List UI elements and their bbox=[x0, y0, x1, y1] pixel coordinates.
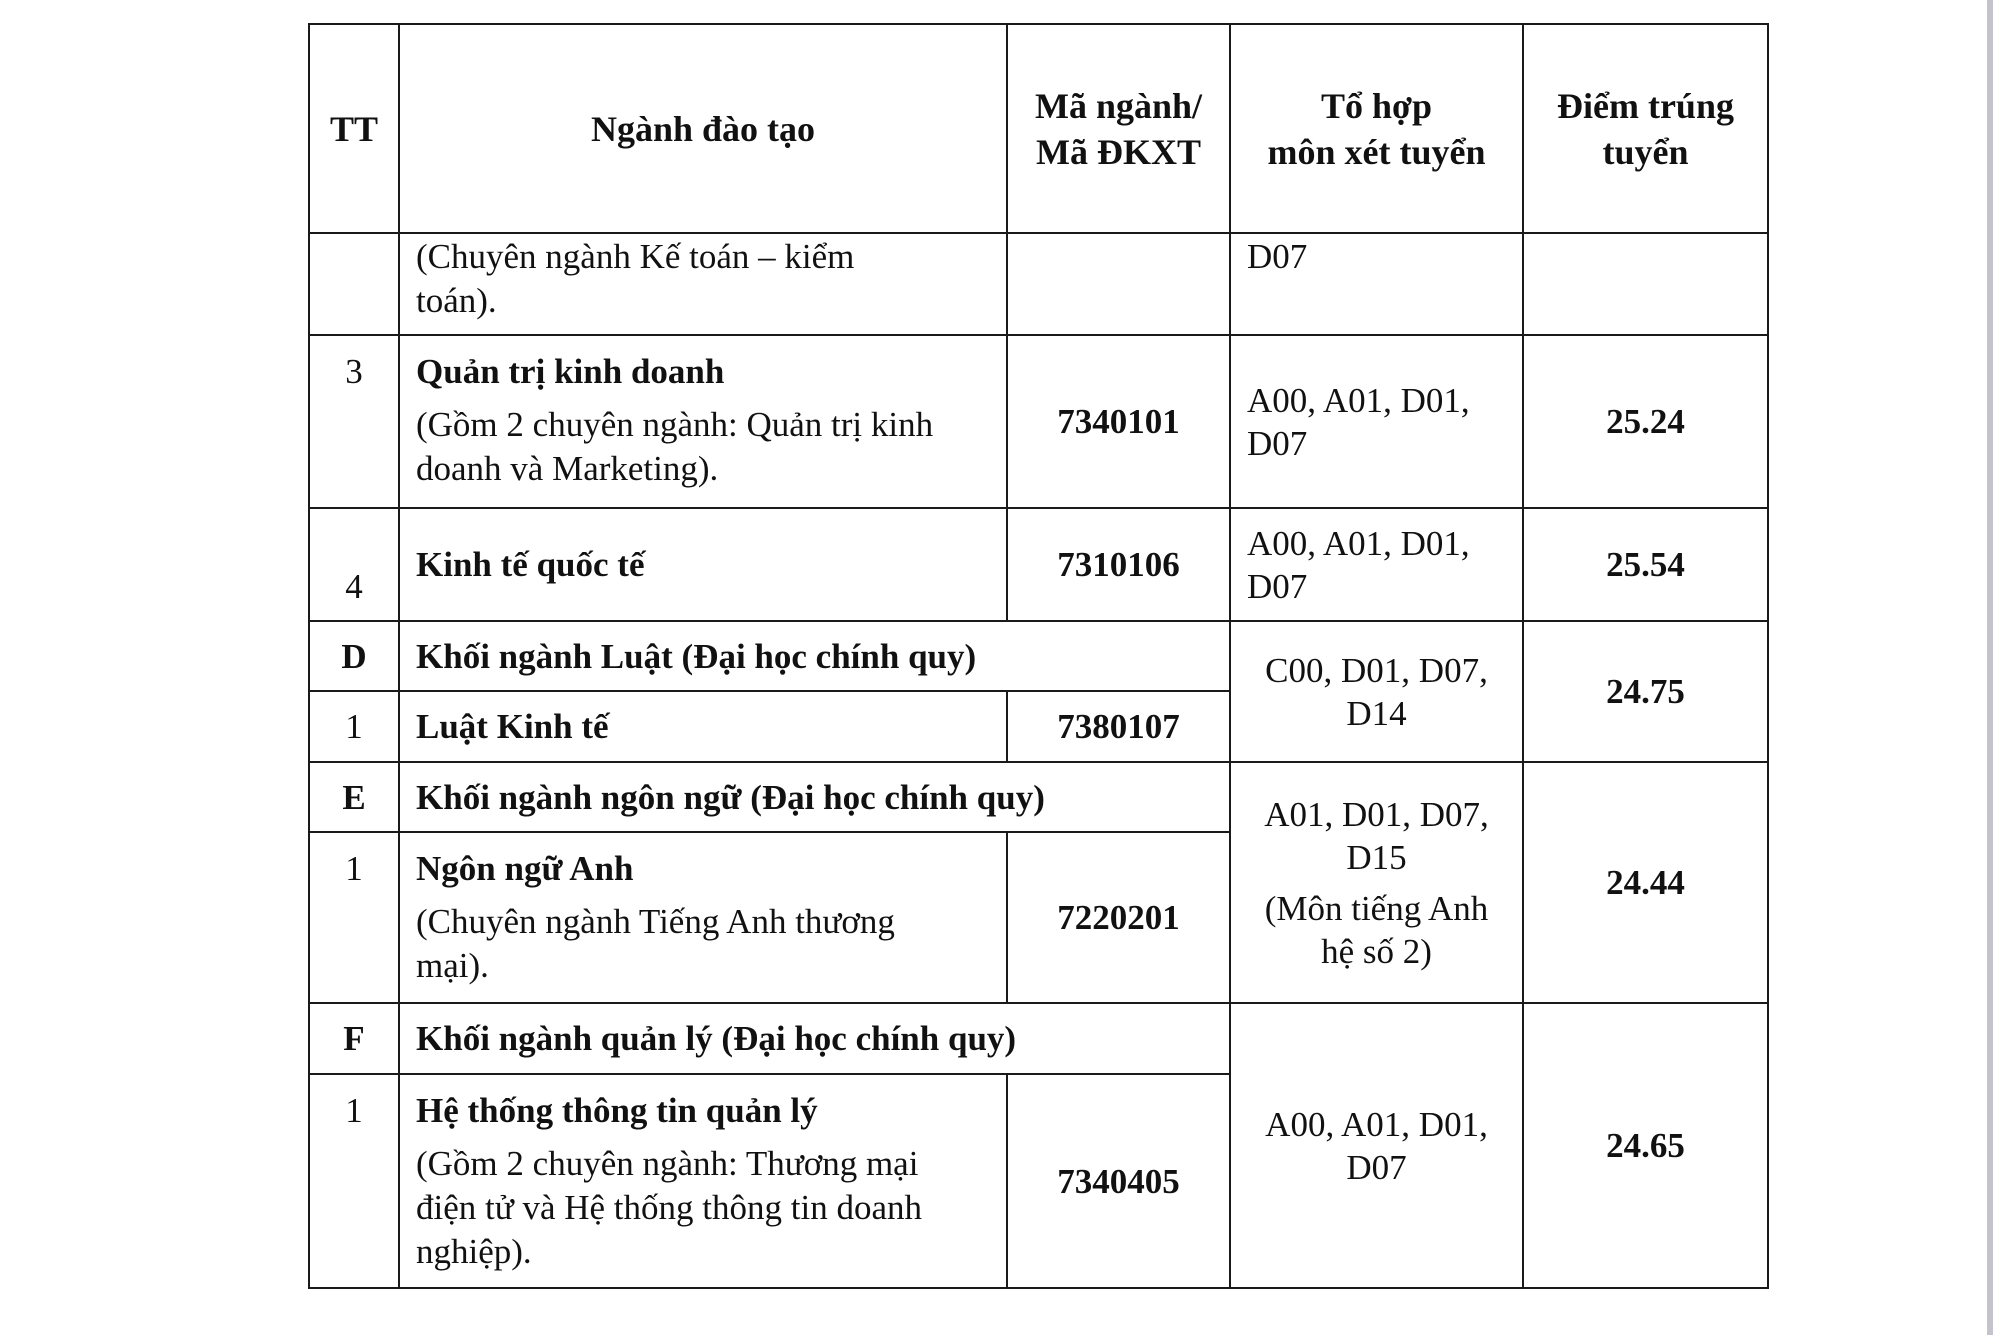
major-desc: toán). bbox=[416, 281, 497, 320]
combo-line: A01, D01, D07, bbox=[1264, 794, 1489, 834]
score-value: 25.24 bbox=[1606, 402, 1685, 441]
header-label: Mã ĐKXT bbox=[1036, 131, 1201, 172]
major-name: Ngôn ngữ Anh bbox=[416, 849, 634, 888]
tt-value: 1 bbox=[345, 707, 363, 746]
score-cell bbox=[1524, 509, 1767, 620]
code-value: 7340101 bbox=[1057, 402, 1180, 441]
page-edge bbox=[1987, 0, 1993, 1335]
tt-cell: 4 bbox=[345, 567, 363, 606]
table-row-kt-desc bbox=[416, 235, 996, 323]
group-title bbox=[416, 1004, 1216, 1073]
group-label: E bbox=[342, 777, 366, 817]
major-cell bbox=[416, 847, 1001, 988]
major-desc: nghiệp). bbox=[416, 1232, 532, 1271]
major-desc: (Gồm 2 chuyên ngành: Thương mại bbox=[416, 1144, 919, 1183]
group-title-text: Khối ngành ngôn ngữ (Đại học chính quy) bbox=[416, 777, 1045, 817]
score-value: 24.65 bbox=[1606, 1126, 1685, 1165]
major-name: Kinh tế quốc tế bbox=[416, 545, 645, 584]
combo-cell: D07 bbox=[1247, 237, 1308, 276]
combo-note: hệ số 2) bbox=[1321, 931, 1432, 971]
major-desc: điện tử và Hệ thống thông tin doanh bbox=[416, 1188, 922, 1227]
tt-cell: 1 bbox=[345, 1091, 363, 1130]
score-cell bbox=[1524, 336, 1767, 507]
divider bbox=[308, 232, 1769, 234]
tt-cell bbox=[310, 692, 398, 761]
combo-line: C00, D01, D07, bbox=[1265, 650, 1488, 690]
combo-cell bbox=[1231, 763, 1522, 1002]
group-label: F bbox=[343, 1019, 365, 1058]
code-cell bbox=[1008, 1075, 1229, 1287]
code-cell bbox=[1008, 509, 1229, 620]
header-ma-nganh bbox=[1008, 25, 1229, 232]
combo-line: D07 bbox=[1346, 1147, 1407, 1187]
group-title-text: Khối ngành Luật (Đại học chính quy) bbox=[416, 636, 977, 676]
code-cell bbox=[1008, 692, 1229, 761]
group-label: D bbox=[341, 636, 367, 676]
header-tt bbox=[310, 25, 398, 232]
code-value: 7220201 bbox=[1057, 898, 1180, 937]
code-value: 7310106 bbox=[1057, 545, 1180, 584]
major-cell bbox=[416, 350, 1001, 491]
code-cell bbox=[1008, 833, 1229, 1002]
header-nganh bbox=[400, 25, 1006, 232]
group-title-text: Khối ngành quản lý (Đại học chính quy) bbox=[416, 1019, 1017, 1058]
table-border-bottom bbox=[308, 1287, 1769, 1289]
header-label: Điểm trúng bbox=[1557, 85, 1734, 126]
group-title bbox=[416, 622, 1216, 690]
score-cell bbox=[1524, 1004, 1767, 1287]
score-cell bbox=[1524, 622, 1767, 761]
major-desc: (Gồm 2 chuyên ngành: Quản trị kinh bbox=[416, 405, 934, 444]
major-cell bbox=[416, 509, 1001, 620]
major-name: Luật Kinh tế bbox=[416, 707, 609, 746]
combo-cell bbox=[1247, 509, 1517, 620]
major-desc: (Chuyên ngành Kế toán – kiểm bbox=[416, 237, 855, 276]
score-value: 24.75 bbox=[1606, 672, 1685, 711]
group-letter bbox=[310, 1004, 398, 1073]
combo-cell bbox=[1231, 622, 1522, 761]
group-title bbox=[416, 763, 1216, 831]
score-value: 24.44 bbox=[1606, 863, 1685, 902]
header-label: TT bbox=[329, 108, 379, 149]
header-label: môn xét tuyển bbox=[1267, 131, 1486, 172]
header-label: Mã ngành/ bbox=[1034, 85, 1203, 126]
header-label: Ngành đào tạo bbox=[590, 108, 816, 149]
combo-line: D15 bbox=[1346, 837, 1407, 877]
score-value: 25.54 bbox=[1606, 545, 1685, 584]
tt-cell: 1 bbox=[345, 849, 363, 888]
group-letter bbox=[310, 763, 398, 831]
code-value: 7340405 bbox=[1057, 1161, 1180, 1201]
combo-note: (Môn tiếng Anh bbox=[1264, 888, 1489, 928]
combo-line: A00, A01, D01, bbox=[1265, 1104, 1488, 1144]
major-cell bbox=[416, 692, 1001, 761]
major-name: Quản trị kinh doanh bbox=[416, 352, 725, 391]
group-letter bbox=[310, 622, 398, 690]
table-border-right bbox=[1767, 23, 1769, 1289]
header-diem bbox=[1524, 25, 1767, 232]
score-cell bbox=[1524, 763, 1767, 1002]
major-desc: mại). bbox=[416, 946, 489, 985]
major-desc: doanh và Marketing). bbox=[416, 449, 719, 488]
major-cell bbox=[416, 1089, 1001, 1274]
major-name: Hệ thống thông tin quản lý bbox=[416, 1091, 818, 1130]
combo-line: A00, A01, D01, bbox=[1247, 523, 1470, 563]
combo-cell bbox=[1247, 336, 1517, 507]
code-value: 7380107 bbox=[1057, 707, 1180, 746]
tt-cell: 3 bbox=[345, 352, 363, 391]
combo-line: D07 bbox=[1247, 566, 1308, 606]
major-desc: (Chuyên ngành Tiếng Anh thương bbox=[416, 902, 895, 941]
code-cell bbox=[1008, 336, 1229, 507]
header-to-hop bbox=[1231, 25, 1522, 232]
combo-cell bbox=[1231, 1004, 1522, 1287]
combo-line: A00, A01, D01, bbox=[1247, 380, 1470, 420]
combo-line: D14 bbox=[1346, 693, 1407, 733]
header-label: Tổ hợp bbox=[1321, 85, 1432, 126]
combo-line: D07 bbox=[1247, 423, 1308, 463]
header-label: tuyển bbox=[1602, 131, 1689, 172]
